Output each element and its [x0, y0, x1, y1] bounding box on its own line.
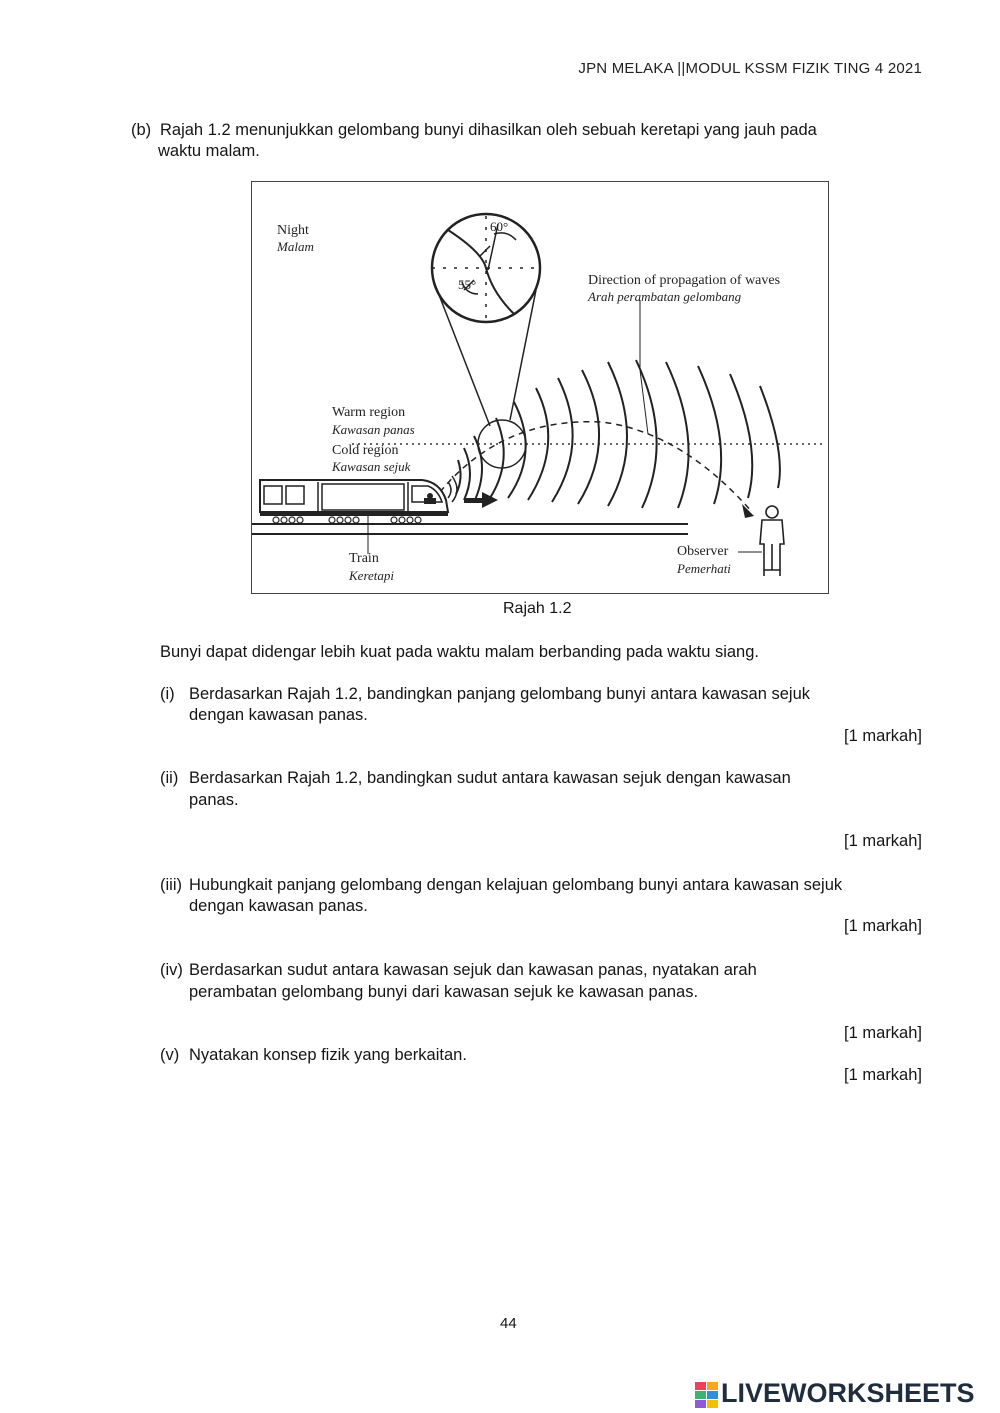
item-line1: Berdasarkan Rajah 1.2, bandingkan sudut antara kawasan sejuk dengan kawasan: [189, 769, 791, 787]
page-header: JPN MELAKA ||MODUL KSSM FIZIK TING 4 2021: [578, 60, 922, 77]
angle-arrow-top: [480, 246, 490, 256]
observer-figure: [760, 506, 784, 576]
direction-label-ms: Arah perambatan gelombang: [588, 289, 742, 304]
statement-text: Bunyi dapat didengar lebih kuat pada waktu malam berbanding pada waktu siang.: [160, 643, 759, 661]
observer-label-ms: Pemerhati: [677, 561, 731, 576]
page-number: 44: [500, 1315, 517, 1332]
cone-line-right: [510, 290, 536, 420]
item-marks: [1 markah]: [844, 1024, 922, 1042]
item-line1: Hubungkait panjang gelombang dengan kelajuan gelombang bunyi antara kawasan sejuk: [189, 876, 843, 894]
item-marks: [1 markah]: [844, 727, 922, 745]
question-intro-line1: Rajah 1.2 menunjukkan gelombang bunyi dihasilkan oleh sebuah keretapi yang jauh pada: [160, 121, 817, 139]
cold-region-label-ms: Kawasan sejuk: [332, 459, 411, 474]
figure-caption: Rajah 1.2: [503, 600, 572, 617]
angle-bottom-label: 55°: [458, 277, 477, 292]
question-part-label: (b): [131, 121, 152, 139]
train-drawing: [260, 480, 448, 523]
train-sound-arcs: [448, 476, 457, 502]
direction-pointer-line: [640, 300, 648, 434]
item-line2: dengan kawasan panas.: [189, 706, 368, 724]
cold-region-label-en: Cold region: [332, 443, 399, 458]
item-line1: Nyatakan konsep fizik yang berkaitan.: [189, 1046, 467, 1064]
propagation-arrowhead: [742, 504, 754, 518]
item-number: (v): [160, 1046, 180, 1064]
warm-region-label-ms: Kawasan panas: [332, 422, 415, 437]
cone-line-left: [434, 282, 490, 426]
wavefronts: [456, 360, 780, 508]
item-number: (iv): [160, 961, 183, 979]
item-number: (ii): [160, 769, 179, 787]
item-number: (iii): [160, 876, 182, 894]
train-label-en: Train: [349, 551, 379, 566]
liveworksheets-logo[interactable]: [695, 1377, 1000, 1413]
item-line2: dengan kawasan panas.: [189, 897, 368, 915]
magnifier-wavefront: [448, 230, 514, 314]
question-intro-line2: waktu malam.: [158, 142, 260, 160]
item-marks: [1 markah]: [844, 917, 922, 935]
item-marks: [1 markah]: [844, 1066, 922, 1084]
item-line1: Berdasarkan sudut antara kawasan sejuk dan kawasan panas, nyatakan arah: [189, 961, 757, 979]
figure-drawing: [252, 182, 829, 594]
angle-top-label: 60°: [490, 219, 509, 234]
night-label-ms: Malam: [277, 239, 314, 254]
train-label-ms: Keretapi: [349, 568, 395, 583]
motion-arrow-body: [464, 498, 484, 503]
item-line2: perambatan gelombang bunyi dari kawasan sejuk ke kawasan panas.: [189, 983, 699, 1001]
night-label-en: Night: [277, 223, 309, 238]
item-line2: panas.: [189, 791, 239, 809]
observer-label-en: Observer: [677, 544, 729, 559]
figure-rajah-1-2: [251, 181, 829, 594]
motion-arrow-head: [482, 492, 498, 508]
item-marks: [1 markah]: [844, 832, 922, 850]
warm-region-label-en: Warm region: [332, 405, 406, 420]
liveworksheets-icon: [695, 1382, 719, 1412]
item-number: (i): [160, 685, 175, 703]
direction-label-en: Direction of propagation of waves: [588, 273, 781, 288]
item-line1: Berdasarkan Rajah 1.2, bandingkan panjang gelombang bunyi antara kawasan sejuk: [189, 685, 811, 703]
liveworksheets-wordmark: LIVEWORKSHEETS: [721, 1378, 975, 1408]
